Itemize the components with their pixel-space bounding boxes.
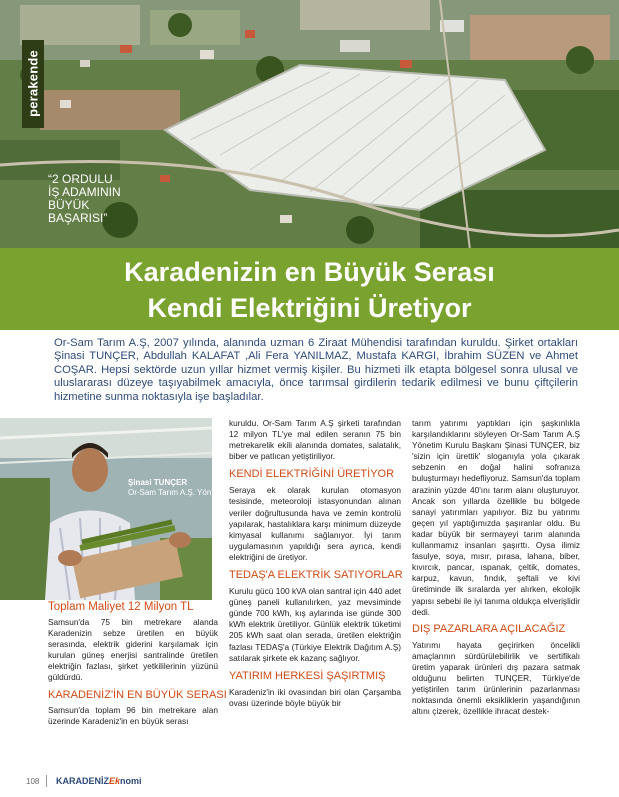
heading-total-cost: Toplam Maliyet 12 Milyon TL	[48, 601, 194, 613]
heading-selling-electricity: TEDAŞ'A ELEKTRİK SATIYORLAR	[229, 569, 403, 582]
section-tag-label: perakende	[25, 50, 41, 117]
portrait-photo	[0, 418, 212, 600]
paragraph: Yatırımı hayata geçirirken öncelikli amaçlarının sürdürülebilirlik ve sertifikalı üretim yaparak ürünleri dış pazara satmak olduğunu belirten TUNÇER, Türkiye'de yetiştirilen tarım ürünlerinin pazarlanması noktasında önemli eksikliklerin yaşandığının altını çizerek, özellikle ihracat destek-	[412, 639, 580, 717]
column-2	[229, 418, 401, 709]
heading-own-electricity: KENDİ ELEKTRİĞİNİ ÜRETİYOR	[229, 468, 395, 481]
page-number: 108	[26, 777, 40, 786]
paragraph: tarım yatırımı yaptıkları için şaşkınlıkla karşılandıklarını söyleyen Or-Sam Tarım A.Ş Yönetim Kurulu Başkanı Şinasi TUNÇER, biz 'sizin için ürettik' sloganıyla yola çıkarak sebzenin en doğal halini sofranıza buluşturmayı hedefliyoruz. Samsun'da toplam arazinin yüzde 40'ını tarım alanı oluşturuyor. Ancak son yıllarda özellikle bu bölgede sanayi yatırımları yapılıyor. Biz bu yatırımı geçen yıl yaptığımızda şaşıranlar oldu. Bu kadar büyük bir sermayeyi tarım alanında kullanmamız insanları şaşırttı. Oysa ilimiz fasulye, soya, mısır, pırasa, lahana, biber, kıvırcık, pancar, ıspanak, çeltik, domates, karpuz, kavun, fındık, şeftali ve kivi üretiminde ilk sıralarda yer alırken, ekolojik yapısı sebebi ile iyi tanıma oldukça elverişlidir dedi.	[412, 418, 580, 617]
headline-line-2: Kendi Elektriğini Üretiyor	[147, 293, 472, 323]
logo-part-b: Ek	[109, 776, 121, 786]
hero-quote-line: BÜYÜK	[48, 198, 90, 212]
caption-title: Or-Sam Tarım A.Ş. Yön. Kurulu Başkanı	[128, 487, 270, 497]
hero-quote-line: “2 ORDULU	[48, 172, 113, 186]
article-headline	[0, 254, 619, 326]
headline-line-1: Karadenizin en Büyük Serası	[124, 257, 495, 287]
hero-quote-line: BAŞARISI”	[48, 211, 108, 225]
intro-paragraph: Or-Sam Tarım A.Ş, 2007 yılında, alanında uzman 6 Ziraat Mühendisi tarafından kuruldu. Şirket ortakları Şinasi TUNÇER, Abdullah KALAFAT ,Ali Fera YANILMAZ, Mustafa KARGI, İbrahim SÜZEN ve Ahmet COŞAR. Hepsi sektörde uzun yıllar hizmet vermiş kişiler. Bu hizmeti ilk etapta bölgesel sonra ulusal ve uluslararası düzeye taşıyabilmek amacıyla, önce tarımsal girdilerin tedarik edilmesi ve bunu çiftçilerin hizmetine sunma noktasıyla işe başladılar.	[54, 337, 578, 403]
heading-foreign-markets: DIŞ PAZARLARA AÇILACAĞIZ	[412, 622, 566, 635]
hero-quote-line: İŞ ADAMININ	[48, 185, 121, 199]
hero-quote	[48, 173, 121, 225]
paragraph: Samsun'da 75 bin metrekare alanda Karadenizin sebze üretilen en büyük serasında, elektrik giderini karşılamak için kurulan güneş enerjisi santralinde üretilen elektriğin fazlası, şirket yetkililerinin yüzünü güldürdü.	[48, 617, 218, 683]
heading-biggest-greenhouse: KARADENİZ'İN EN BÜYÜK SERASI	[48, 688, 227, 701]
paragraph: Samsun'da toplam 96 bin metrekare alan üzerinde Karadeniz'in en büyük serası	[48, 704, 218, 726]
magazine-logo	[56, 776, 142, 786]
logo-part-c: nomi	[120, 776, 142, 786]
footer-divider	[46, 775, 47, 787]
column-3	[412, 418, 580, 717]
heading-investment-surprise: YATIRIM HERKESİ ŞAŞIRTMIŞ	[229, 669, 386, 682]
logo-part-a: KARADENİZ	[56, 776, 109, 786]
section-tag	[22, 40, 44, 128]
paragraph: Kurulu gücü 100 kVA olan santral için 440 adet güneş paneli kullanılırken, yaz mevsiminde günde 700 kWh, kış aylarında ise günde 300 kWh elektrik üretiliyor. Günlük elektrik tüketimi 205 kWh saat olan serada, üretilen elektriğin fazlası TEDAŞ'a (Türkiye Elektrik Dağıtım A.Ş) satılarak şirkete ek kazanç sağlıyor.	[229, 586, 401, 663]
column-1	[48, 601, 227, 727]
paragraph: Seraya ek olarak kurulan otomasyon tesisinde, meteoroloji istasyonundan alınan veriler doğrultusunda hava ve zemin kontrolü yapılarak, hastalıklara karşı minimum düzeyde kimyasal kullanımı sağlanıyor. İyi tarım uygulamasının yapıldığı sera ayrıca, kendi elektriğini de üretiyor.	[229, 485, 401, 562]
paragraph: kuruldu. Or-Sam Tarım A.Ş şirketi tarafından 12 milyon TL'ye mal edilen seranın 75 bin metrekarelik ekili alanında domates, salatalık, biber ve patlıcan yetiştiriliyor.	[229, 418, 401, 462]
caption-name: Şinasi TUNÇER	[128, 478, 188, 487]
paragraph: Karadeniz'in iki ovasından biri olan Çarşamba ovası üzerinde böyle büyük bir	[229, 686, 401, 708]
